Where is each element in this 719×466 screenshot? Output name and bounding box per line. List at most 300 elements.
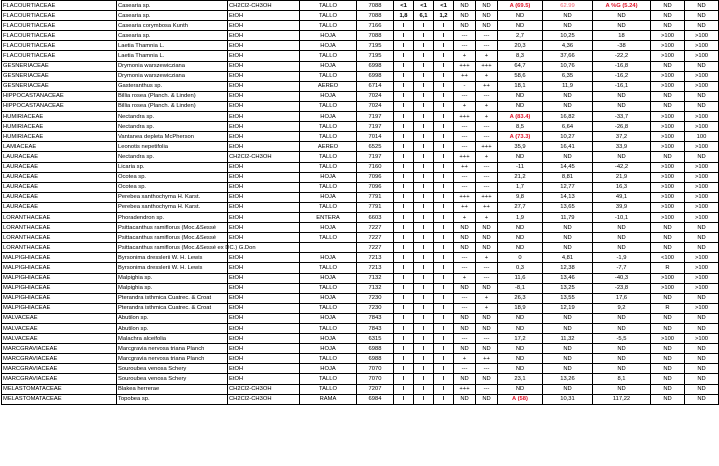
table-cell: I: [414, 283, 434, 293]
table-cell: HOJA: [300, 172, 357, 182]
table-cell: GESNERIACEAE: [2, 71, 117, 81]
data-table: [1, 0, 719, 405]
table-cell: 58,6: [498, 71, 543, 81]
table-cell: 12,19: [543, 303, 593, 313]
table-cell: ND: [476, 233, 498, 243]
table-cell: I: [394, 233, 414, 243]
table-cell: I: [414, 253, 434, 263]
table-cell: ---: [476, 162, 498, 172]
table-cell: EtOH: [228, 112, 300, 122]
table-cell: LORANTHACEAE: [2, 243, 117, 253]
table-cell: I: [394, 41, 414, 51]
table-cell: I: [414, 293, 434, 303]
table-cell: TALLO: [300, 11, 357, 21]
table-cell: 0,3: [498, 263, 543, 273]
table-cell: Malachra alceifolia: [117, 334, 228, 344]
table-cell: >100: [651, 334, 685, 344]
table-cell: Laetia Thamnia L.: [117, 41, 228, 51]
table-cell: TALLO: [300, 263, 357, 273]
table-cell: 7070: [357, 374, 394, 384]
table-cell: 7195: [357, 41, 394, 51]
table-cell: EtOH: [228, 293, 300, 303]
table-cell: >100: [651, 273, 685, 283]
table-cell: ND: [685, 91, 719, 101]
table-cell: ---: [454, 364, 476, 374]
table-cell: ND: [498, 101, 543, 111]
table-cell: Souroubea venosa Schery: [117, 364, 228, 374]
table-cell: EtOH: [228, 354, 300, 364]
table-row: [2, 283, 719, 293]
table-cell: I: [394, 243, 414, 253]
table-cell: EtOH: [228, 51, 300, 61]
table-cell: ND: [651, 293, 685, 303]
table-cell: I: [414, 223, 434, 233]
table-cell: TALLO: [300, 132, 357, 142]
table-cell: EtOH: [228, 41, 300, 51]
table-cell: 0: [498, 253, 543, 263]
table-cell: ++: [476, 354, 498, 364]
table-cell: 39,9: [593, 202, 651, 212]
table-cell: ND: [685, 364, 719, 374]
table-cell: +: [476, 112, 498, 122]
table-cell: 7227: [357, 233, 394, 243]
table-cell: I: [414, 202, 434, 212]
table-cell: Marcgravia nervosa triana Planch: [117, 344, 228, 354]
table-cell: ND: [476, 223, 498, 233]
table-cell: MALPIGHIACEAE: [2, 293, 117, 303]
table-cell: >100: [685, 202, 719, 212]
table-cell: I: [434, 223, 454, 233]
table-cell: EtOH: [228, 202, 300, 212]
table-cell: I: [394, 21, 414, 31]
table-cell: EtOH: [228, 283, 300, 293]
table-cell: ND: [651, 384, 685, 394]
table-cell: ND: [593, 101, 651, 111]
table-cell: ND: [543, 354, 593, 364]
table-row: [2, 384, 719, 394]
table-cell: FLACOURTIACEAE: [2, 21, 117, 31]
table-cell: TALLO: [300, 384, 357, 394]
table-cell: Psittacanthus ramiflorus (Moc.&Sessé: [117, 223, 228, 233]
table-cell: I: [394, 253, 414, 263]
table-cell: TALLO: [300, 374, 357, 384]
table-cell: ---: [476, 182, 498, 192]
table-cell: 7160: [357, 162, 394, 172]
table-cell: ---: [454, 91, 476, 101]
table-cell: -5,5: [593, 334, 651, 344]
table-cell: EtOH: [228, 324, 300, 334]
table-cell: 7132: [357, 283, 394, 293]
table-cell: 64,7: [498, 61, 543, 71]
table-cell: I: [414, 61, 434, 71]
table-row: [2, 91, 719, 101]
table-cell: ND: [476, 283, 498, 293]
table-cell: <1: [394, 1, 414, 11]
table-cell: 13,55: [543, 293, 593, 303]
table-cell: EtOH: [228, 192, 300, 202]
table-cell: ND: [543, 101, 593, 111]
table-cell: I: [414, 31, 434, 41]
table-cell: I: [394, 122, 414, 132]
table-cell: 10,76: [543, 61, 593, 71]
table-cell: Billia rosea (Planch. & Linden): [117, 101, 228, 111]
table-cell: FLACOURTIACEAE: [2, 41, 117, 51]
table-cell: I: [394, 374, 414, 384]
table-cell: >100: [685, 283, 719, 293]
table-cell: 6,64: [543, 122, 593, 132]
table-cell: +: [476, 253, 498, 263]
table-cell: 12,77: [543, 182, 593, 192]
table-cell: HIPPOCASTANACEAE: [2, 91, 117, 101]
table-cell: I: [394, 172, 414, 182]
table-cell: 7791: [357, 202, 394, 212]
table-row: [2, 71, 719, 81]
table-cell: I: [434, 142, 454, 152]
table-cell: 7024: [357, 91, 394, 101]
table-cell: I: [434, 112, 454, 122]
table-cell: ND: [476, 21, 498, 31]
table-cell: I: [434, 324, 454, 334]
table-cell: <1: [434, 1, 454, 11]
table-cell: MALPIGHIACEAE: [2, 253, 117, 263]
table-cell: 37,2: [593, 132, 651, 142]
table-cell: ND: [454, 394, 476, 404]
table-row: [2, 132, 719, 142]
table-row: [2, 303, 719, 313]
table-cell: ND: [498, 384, 543, 394]
table-cell: 6315: [357, 334, 394, 344]
table-cell: I: [434, 384, 454, 394]
table-row: [2, 212, 719, 222]
table-cell: MALPIGHIACEAE: [2, 303, 117, 313]
table-cell: 13,26: [543, 374, 593, 384]
table-cell: MALPIGHIACEAE: [2, 263, 117, 273]
table-cell: EtOH: [228, 233, 300, 243]
table-cell: I: [414, 263, 434, 273]
table-cell: 7166: [357, 21, 394, 31]
table-cell: HOJA: [300, 293, 357, 303]
table-cell: A (69.5): [498, 1, 543, 11]
table-cell: ---: [454, 303, 476, 313]
table-cell: Souroubea venosa Schery: [117, 374, 228, 384]
table-body: [2, 1, 719, 405]
table-cell: MARCGRAVIACEAE: [2, 354, 117, 364]
table-cell: MALVACEAE: [2, 324, 117, 334]
table-cell: I: [394, 182, 414, 192]
table-cell: I: [434, 192, 454, 202]
table-cell: I: [394, 223, 414, 233]
table-cell: Casearia sp.: [117, 31, 228, 41]
table-cell: ---: [476, 91, 498, 101]
table-cell: I: [414, 122, 434, 132]
table-cell: I: [414, 101, 434, 111]
table-cell: +++: [454, 112, 476, 122]
table-cell: I: [414, 324, 434, 334]
table-cell: 7227: [357, 243, 394, 253]
table-cell: TALLO: [300, 283, 357, 293]
table-cell: EtOH: [228, 101, 300, 111]
table-cell: I: [394, 273, 414, 283]
table-cell: ND: [543, 21, 593, 31]
table-cell: HOJA: [300, 192, 357, 202]
table-cell: EtOH: [228, 162, 300, 172]
table-cell: Byrsonima dresslerii W. H. Lewis: [117, 253, 228, 263]
table-cell: ND: [593, 91, 651, 101]
table-cell: LORANTHACEAE: [2, 212, 117, 222]
table-cell: ND: [476, 394, 498, 404]
table-cell: TALLO: [300, 122, 357, 132]
table-cell: ND: [651, 344, 685, 354]
table-cell: >100: [685, 41, 719, 51]
table-cell: +: [476, 212, 498, 222]
table-cell: ++: [454, 202, 476, 212]
table-cell: >100: [685, 334, 719, 344]
table-cell: LAURACEAE: [2, 192, 117, 202]
table-cell: +++: [454, 61, 476, 71]
table-cell: >100: [651, 31, 685, 41]
table-cell: I: [394, 162, 414, 172]
table-cell: TALLO: [300, 1, 357, 11]
table-cell: 7213: [357, 253, 394, 263]
table-cell: ND: [476, 243, 498, 253]
table-cell: 7207: [357, 384, 394, 394]
table-cell: >100: [651, 71, 685, 81]
table-cell: ND: [543, 243, 593, 253]
table-cell: Malpighia sp.: [117, 273, 228, 283]
table-cell: Casearia corymbosa Kunth: [117, 21, 228, 31]
table-cell: >100: [685, 81, 719, 91]
table-cell: HUMIRIACEAE: [2, 132, 117, 142]
table-cell: EtOH: [228, 71, 300, 81]
table-cell: I: [434, 81, 454, 91]
table-cell: 10,25: [543, 31, 593, 41]
table-cell: ND: [685, 324, 719, 334]
table-cell: ND: [651, 223, 685, 233]
table-cell: 35,9: [498, 142, 543, 152]
table-cell: R: [651, 263, 685, 273]
table-cell: 26,3: [498, 293, 543, 303]
table-cell: Ocotea sp.: [117, 172, 228, 182]
table-cell: 7096: [357, 172, 394, 182]
table-cell: ND: [651, 21, 685, 31]
table-cell: 1,9: [498, 212, 543, 222]
table-cell: 6714: [357, 81, 394, 91]
table-cell: TALLO: [300, 354, 357, 364]
table-cell: I: [434, 233, 454, 243]
table-cell: ND: [685, 293, 719, 303]
table-cell: 7791: [357, 192, 394, 202]
table-cell: >100: [651, 162, 685, 172]
table-cell: 6525: [357, 142, 394, 152]
table-cell: ND: [498, 313, 543, 323]
table-cell: ND: [454, 21, 476, 31]
table-cell: EtOH: [228, 364, 300, 374]
table-cell: ND: [593, 354, 651, 364]
table-cell: EtOH: [228, 212, 300, 222]
table-cell: +: [454, 273, 476, 283]
table-cell: I: [414, 112, 434, 122]
table-cell: ND: [593, 21, 651, 31]
table-cell: ND: [543, 11, 593, 21]
table-cell: Abutilon sp.: [117, 313, 228, 323]
table-cell: 7070: [357, 364, 394, 374]
table-row: [2, 81, 719, 91]
table-cell: I: [434, 31, 454, 41]
table-row: [2, 11, 719, 21]
table-cell: ++: [476, 202, 498, 212]
table-cell: ND: [651, 11, 685, 21]
table-cell: HOJA: [300, 112, 357, 122]
table-cell: +++: [454, 152, 476, 162]
table-cell: ND: [651, 354, 685, 364]
table-row: [2, 31, 719, 41]
table-cell: I: [394, 263, 414, 273]
table-cell: -: [454, 81, 476, 91]
table-cell: I: [434, 51, 454, 61]
table-cell: 9,8: [498, 192, 543, 202]
table-cell: TALLO: [300, 152, 357, 162]
table-cell: ND: [651, 243, 685, 253]
table-cell: AEREO: [300, 81, 357, 91]
table-cell: I: [414, 384, 434, 394]
table-cell: ND: [476, 374, 498, 384]
table-cell: FLACOURTIACEAE: [2, 11, 117, 21]
table-cell: Licaria sp.: [117, 162, 228, 172]
table-cell: LAURACEAE: [2, 182, 117, 192]
table-cell: I: [434, 334, 454, 344]
table-cell: Psittacanthus ramiflorus (Moc.&Sessé: [117, 233, 228, 243]
table-row: [2, 1, 719, 11]
table-cell: TALLO: [300, 71, 357, 81]
table-cell: ND: [543, 233, 593, 243]
table-cell: ND: [685, 384, 719, 394]
table-cell: 7230: [357, 293, 394, 303]
table-cell: 6988: [357, 354, 394, 364]
table-cell: ND: [498, 11, 543, 21]
table-cell: 7096: [357, 182, 394, 192]
table-cell: I: [434, 283, 454, 293]
table-row: [2, 112, 719, 122]
table-cell: 6998: [357, 71, 394, 81]
table-cell: ++: [454, 162, 476, 172]
table-cell: TALLO: [300, 324, 357, 334]
table-cell: HOJA: [300, 31, 357, 41]
table-cell: ND: [685, 152, 719, 162]
table-cell: ---: [476, 273, 498, 283]
table-cell: >100: [685, 212, 719, 222]
table-cell: HOJA: [300, 253, 357, 263]
table-cell: 17,6: [593, 293, 651, 303]
table-row: [2, 182, 719, 192]
table-cell: I: [394, 31, 414, 41]
table-cell: EtOH: [228, 31, 300, 41]
table-cell: -23,8: [593, 283, 651, 293]
table-cell: ---: [476, 263, 498, 273]
table-cell: ND: [543, 364, 593, 374]
table-cell: I: [394, 91, 414, 101]
table-cell: 6998: [357, 61, 394, 71]
table-cell: I: [434, 243, 454, 253]
table-cell: I: [414, 81, 434, 91]
table-cell: 6,35: [543, 71, 593, 81]
table-cell: >100: [685, 172, 719, 182]
table-row: [2, 253, 719, 263]
table-cell: Byrsonima dresslerii W. H. Lewis: [117, 263, 228, 273]
table-cell: I: [414, 91, 434, 101]
table-row: [2, 162, 719, 172]
table-cell: +++: [454, 192, 476, 202]
table-cell: AEREO: [300, 142, 357, 152]
table-cell: EtOH: [228, 223, 300, 233]
table-cell: I: [394, 152, 414, 162]
table-cell: -16,8: [593, 61, 651, 71]
table-cell: ND: [685, 223, 719, 233]
table-cell: I: [434, 122, 454, 132]
table-cell: -22,2: [593, 51, 651, 61]
table-cell: A (73.3): [498, 132, 543, 142]
table-cell: ND: [498, 324, 543, 334]
table-cell: 11,9: [543, 81, 593, 91]
table-row: [2, 21, 719, 31]
table-cell: 16,82: [543, 112, 593, 122]
table-cell: >100: [651, 41, 685, 51]
table-cell: -16,1: [593, 81, 651, 91]
table-cell: ND: [543, 223, 593, 233]
table-cell: I: [394, 71, 414, 81]
table-cell: LORANTHACEAE: [2, 233, 117, 243]
table-cell: ND: [651, 374, 685, 384]
table-cell: Nectandra sp.: [117, 152, 228, 162]
table-cell: MALPIGHIACEAE: [2, 283, 117, 293]
table-row: [2, 152, 719, 162]
table-cell: ND: [651, 152, 685, 162]
table-cell: 117,22: [593, 394, 651, 404]
table-cell: LORANTHACEAE: [2, 223, 117, 233]
table-cell: ---: [454, 182, 476, 192]
table-cell: ---: [454, 122, 476, 132]
table-cell: ---: [454, 263, 476, 273]
table-cell: +: [454, 212, 476, 222]
table-cell: 11,32: [543, 334, 593, 344]
table-cell: -16,2: [593, 71, 651, 81]
table-cell: >100: [685, 142, 719, 152]
table-row: [2, 364, 719, 374]
table-cell: EtOH: [228, 334, 300, 344]
table-cell: 23,1: [498, 374, 543, 384]
table-cell: CH2Cl2-CH3OH: [228, 152, 300, 162]
table-cell: I: [434, 152, 454, 162]
table-cell: I: [434, 313, 454, 323]
table-cell: ND: [685, 21, 719, 31]
table-cell: 6,1: [414, 11, 434, 21]
table-cell: Drymonia warszewicziana: [117, 71, 228, 81]
table-cell: ND: [593, 152, 651, 162]
table-cell: >100: [651, 192, 685, 202]
table-cell: Vantanea depleta McPherson: [117, 132, 228, 142]
table-cell: I: [434, 41, 454, 51]
table-cell: 7197: [357, 122, 394, 132]
table-cell: 7213: [357, 263, 394, 273]
table-cell: I: [434, 21, 454, 31]
table-cell: TALLO: [300, 51, 357, 61]
table-cell: EtOH: [228, 182, 300, 192]
table-cell: I: [434, 344, 454, 354]
table-cell: ---: [454, 253, 476, 263]
table-cell: 21,2: [498, 172, 543, 182]
table-cell: EtOH: [228, 142, 300, 152]
table-cell: MALVACEAE: [2, 334, 117, 344]
table-cell: I: [434, 394, 454, 404]
